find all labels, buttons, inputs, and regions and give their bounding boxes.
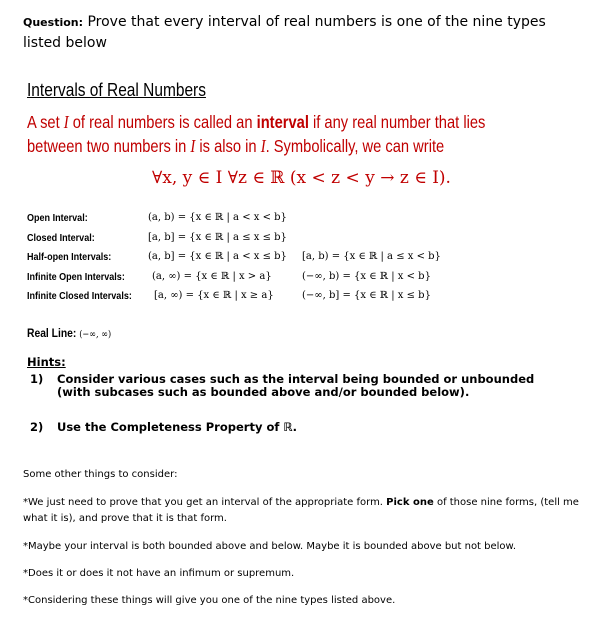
interval-formula-1: (a, ∞) = {x ∈ ℝ | x > a} xyxy=(152,270,272,282)
real-line-label: Real Line: xyxy=(27,326,77,340)
interval-type-name: Closed Interval: xyxy=(27,231,95,244)
interval-formula: ∀x, y ∈ I ∀z ∈ ℝ (x < z < y → z ∈ I). xyxy=(152,168,451,188)
real-line-value: (−∞, ∞) xyxy=(79,329,112,340)
definition-line-1: A set I of real numbers is called an interval if any real number that lies xyxy=(27,112,486,132)
interval-type-name: Open Interval: xyxy=(27,212,88,224)
question-label: Question: xyxy=(23,16,84,29)
hint-number: 2) xyxy=(30,420,44,434)
real-line xyxy=(27,326,111,340)
question-text: Prove that every interval of real numbers is one of the nine types listed below xyxy=(23,14,546,51)
interval-formula-1: (a, b) = {x ∈ ℝ | a < x < b} xyxy=(148,212,287,223)
hint-text: Use the Completeness Property of ℝ. xyxy=(57,420,297,434)
interval-formula-2: (−∞, b) = {x ∈ ℝ | x < b} xyxy=(302,270,431,282)
other-paragraph-4: *Considering these things will give you one of the nine types listed above. xyxy=(23,595,396,606)
other-paragraph-2: *Maybe your interval is both bounded above and below. Maybe it is bounded above but not below. xyxy=(23,541,516,552)
interval-formula-1: (a, b] = {x ∈ ℝ | a < x ≤ b} xyxy=(148,251,287,262)
interval-formula-1: [a, ∞) = {x ∈ ℝ | x ≥ a} xyxy=(154,290,274,301)
hint-item xyxy=(27,373,547,399)
other-intro: Some other things to consider: xyxy=(23,469,178,480)
hint-item xyxy=(27,421,547,434)
interval-formula-2: (−∞, b] = {x ∈ ℝ | x ≤ b} xyxy=(302,290,431,301)
definition-line-2: between two numbers in I is also in I. Symbolically, we can write xyxy=(27,136,445,156)
question xyxy=(23,12,583,54)
other-paragraph-1: *We just need to prove that you get an interval of the appropriate form. Pick one of those nine forms, (tell me what it is), and prove that it is that form. xyxy=(23,497,579,524)
interval-type-name: Half-open Intervals: xyxy=(27,251,112,263)
hint-number: 1) xyxy=(30,372,44,386)
hint-text: Consider various cases such as the interval being bounded or unbounded (with subcases such as bounded above and/or bounded below). xyxy=(57,372,535,399)
other-paragraph-3: *Does it or does it not have an infimum or supremum. xyxy=(23,568,295,579)
intervals-title: Intervals of Real Numbers xyxy=(27,80,206,100)
interval-type-name: Infinite Closed Intervals: xyxy=(27,290,132,302)
interval-formula-2: [a, b) = {x ∈ ℝ | a ≤ x < b} xyxy=(302,251,441,262)
hints-title: Hints: xyxy=(27,355,66,369)
interval-type-name: Infinite Open Intervals: xyxy=(27,270,125,283)
interval-formula-1: [a, b] = {x ∈ ℝ | a ≤ x ≤ b} xyxy=(148,231,287,243)
